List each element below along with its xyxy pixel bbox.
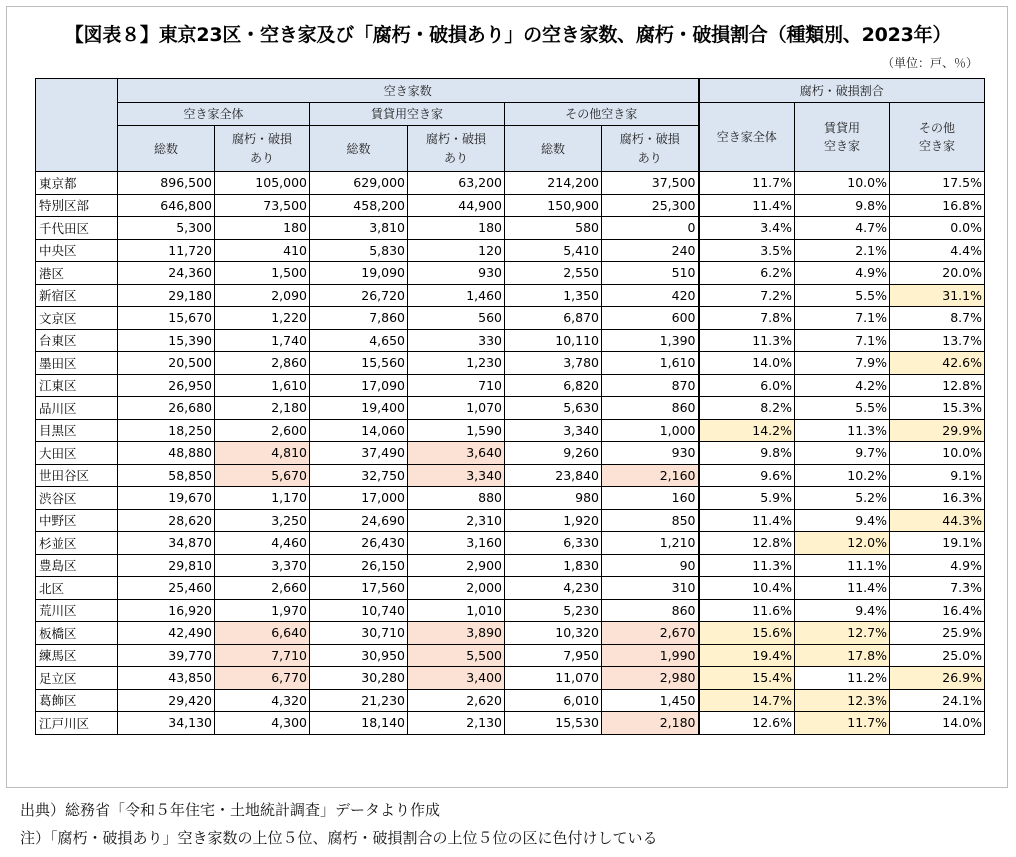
table-cell: 11,720: [118, 239, 215, 262]
table-cell: 16,920: [118, 599, 215, 622]
table-row: [36, 644, 985, 667]
table-cell: 12.6%: [699, 712, 795, 735]
table-cell: 16.4%: [890, 599, 985, 622]
table-cell: 8.2%: [699, 397, 795, 420]
table-cell: 11.6%: [699, 599, 795, 622]
table-cell: 214,200: [505, 172, 602, 195]
table-row: [36, 307, 985, 330]
table-cell: 1,590: [408, 419, 505, 442]
table-cell: 10,320: [505, 622, 602, 645]
table-cell: 5.5%: [795, 284, 890, 307]
row-label: 文京区: [36, 307, 118, 330]
table-row: [36, 329, 985, 352]
table-cell: 58,850: [118, 464, 215, 487]
table-cell: 25,300: [602, 194, 699, 217]
table-cell: 10,110: [505, 329, 602, 352]
row-label: 豊島区: [36, 554, 118, 577]
source-note: 出典）総務省「令和５年住宅・土地統計調査」データより作成: [20, 801, 441, 819]
table-row: [36, 599, 985, 622]
table-row: [36, 464, 985, 487]
table-cell: 1,210: [602, 532, 699, 555]
table-cell: 4.9%: [890, 554, 985, 577]
corner-cell: [36, 79, 118, 172]
table-cell: 10.4%: [699, 577, 795, 600]
table-cell: 1,500: [215, 262, 310, 285]
table-cell: 90: [602, 554, 699, 577]
table-cell: 3,340: [505, 419, 602, 442]
row-label: 台東区: [36, 329, 118, 352]
table-cell: 26,950: [118, 374, 215, 397]
row-label: 中野区: [36, 509, 118, 532]
table-cell: 19,670: [118, 487, 215, 510]
table-cell: 14.2%: [699, 419, 795, 442]
row-label: 江戸川区: [36, 712, 118, 735]
table-cell: 12.8%: [699, 532, 795, 555]
row-label: 千代田区: [36, 217, 118, 240]
table-cell: 34,870: [118, 532, 215, 555]
table-cell: 24,690: [310, 509, 408, 532]
row-label: 足立区: [36, 667, 118, 690]
table-cell: 7.1%: [795, 329, 890, 352]
table-cell: 1,220: [215, 307, 310, 330]
table-cell: 646,800: [118, 194, 215, 217]
table-row: [36, 352, 985, 375]
header-total-2: 総数: [310, 126, 408, 172]
table-cell: 2,090: [215, 284, 310, 307]
table-cell: 18,250: [118, 419, 215, 442]
table-cell: 24,360: [118, 262, 215, 285]
table-cell: 3,340: [408, 464, 505, 487]
table-cell: 42.6%: [890, 352, 985, 375]
table-row: [36, 487, 985, 510]
table-cell: 2,620: [408, 689, 505, 712]
table-cell: 3,400: [408, 667, 505, 690]
table-cell: 6,640: [215, 622, 310, 645]
table-cell: 24.1%: [890, 689, 985, 712]
table-cell: 11.2%: [795, 667, 890, 690]
table-cell: 3,160: [408, 532, 505, 555]
table-cell: 420: [602, 284, 699, 307]
table-cell: 13.7%: [890, 329, 985, 352]
table-cell: 5,230: [505, 599, 602, 622]
table-cell: 1,610: [215, 374, 310, 397]
table-cell: 4.4%: [890, 239, 985, 262]
table-cell: 14.7%: [699, 689, 795, 712]
table-cell: 6,820: [505, 374, 602, 397]
table-cell: 25.0%: [890, 644, 985, 667]
table-cell: 5.9%: [699, 487, 795, 510]
table-cell: 9.1%: [890, 464, 985, 487]
table-cell: 15,670: [118, 307, 215, 330]
table-cell: 3,250: [215, 509, 310, 532]
table-cell: 32,750: [310, 464, 408, 487]
table-cell: 15.4%: [699, 667, 795, 690]
table-cell: 6,330: [505, 532, 602, 555]
table-cell: 9.6%: [699, 464, 795, 487]
table-cell: 11.4%: [795, 577, 890, 600]
table-cell: 3.4%: [699, 217, 795, 240]
table-cell: 180: [215, 217, 310, 240]
row-label: 目黒区: [36, 419, 118, 442]
table-cell: 16.8%: [890, 194, 985, 217]
table-cell: 20,500: [118, 352, 215, 375]
table-cell: 19.4%: [699, 644, 795, 667]
table-cell: 310: [602, 577, 699, 600]
table-cell: 10.0%: [795, 172, 890, 195]
table-cell: 860: [602, 599, 699, 622]
table-cell: 4,320: [215, 689, 310, 712]
table-row: [36, 554, 985, 577]
table-cell: 5,830: [310, 239, 408, 262]
unit-label: （単位：戸、％）: [881, 56, 978, 70]
table-cell: 26,680: [118, 397, 215, 420]
row-label: 葛飾区: [36, 689, 118, 712]
data-table: [35, 78, 985, 735]
header-damaged-2: 腐朽・破損 あり: [408, 126, 505, 172]
table-cell: 11.7%: [699, 172, 795, 195]
table-cell: 26,720: [310, 284, 408, 307]
table-cell: 17,000: [310, 487, 408, 510]
table-cell: 0: [602, 217, 699, 240]
table-cell: 19,090: [310, 262, 408, 285]
table-cell: 1,920: [505, 509, 602, 532]
row-label: 墨田区: [36, 352, 118, 375]
table-cell: 15.6%: [699, 622, 795, 645]
row-label: 大田区: [36, 442, 118, 465]
table-cell: 14,060: [310, 419, 408, 442]
table-cell: 2,000: [408, 577, 505, 600]
table-cell: 9.8%: [795, 194, 890, 217]
table-cell: 930: [602, 442, 699, 465]
table-cell: 7.3%: [890, 577, 985, 600]
table-cell: 17,560: [310, 577, 408, 600]
row-label: 北区: [36, 577, 118, 600]
table-row: [36, 622, 985, 645]
table-cell: 2,310: [408, 509, 505, 532]
row-label: 荒川区: [36, 599, 118, 622]
table-cell: 1,350: [505, 284, 602, 307]
table-cell: 39,770: [118, 644, 215, 667]
table-cell: 330: [408, 329, 505, 352]
table-cell: 26,430: [310, 532, 408, 555]
table-cell: 2,660: [215, 577, 310, 600]
table-cell: 870: [602, 374, 699, 397]
table-cell: 180: [408, 217, 505, 240]
table-row: [36, 442, 985, 465]
table-cell: 930: [408, 262, 505, 285]
table-cell: 5,670: [215, 464, 310, 487]
table-cell: 6,770: [215, 667, 310, 690]
table-cell: 1,450: [602, 689, 699, 712]
table-cell: 9.8%: [699, 442, 795, 465]
row-label: 江東区: [36, 374, 118, 397]
table-cell: 5,300: [118, 217, 215, 240]
table-cell: 29,180: [118, 284, 215, 307]
table-cell: 18,140: [310, 712, 408, 735]
table-cell: 4,650: [310, 329, 408, 352]
table-cell: 26,150: [310, 554, 408, 577]
row-label: 世田谷区: [36, 464, 118, 487]
table-cell: 19.1%: [890, 532, 985, 555]
table-cell: 29.9%: [890, 419, 985, 442]
table-cell: 8.7%: [890, 307, 985, 330]
table-cell: 1,610: [602, 352, 699, 375]
table-cell: 10.0%: [890, 442, 985, 465]
row-label: 渋谷区: [36, 487, 118, 510]
table-row: [36, 577, 985, 600]
table-cell: 30,280: [310, 667, 408, 690]
table-row: [36, 284, 985, 307]
table-cell: 580: [505, 217, 602, 240]
row-label: 練馬区: [36, 644, 118, 667]
table-cell: 12.8%: [890, 374, 985, 397]
table-cell: 1,460: [408, 284, 505, 307]
table-cell: 629,000: [310, 172, 408, 195]
table-row: [36, 374, 985, 397]
table-cell: 2,550: [505, 262, 602, 285]
table-cell: 29,420: [118, 689, 215, 712]
table-cell: 4.7%: [795, 217, 890, 240]
table-cell: 4,300: [215, 712, 310, 735]
table-cell: 1,740: [215, 329, 310, 352]
table-cell: 43,850: [118, 667, 215, 690]
table-cell: 10,740: [310, 599, 408, 622]
table-cell: 26.9%: [890, 667, 985, 690]
table-row: [36, 667, 985, 690]
table-cell: 2,980: [602, 667, 699, 690]
table-cell: 2,860: [215, 352, 310, 375]
table-cell: 15,530: [505, 712, 602, 735]
row-label: 特別区部: [36, 194, 118, 217]
table-cell: 15,560: [310, 352, 408, 375]
table-cell: 48,880: [118, 442, 215, 465]
color-note: 注）「腐朽・破損あり」空き家数の上位５位、腐朽・破損割合の上位５位の区に色付けしている: [20, 829, 658, 847]
row-label: 品川区: [36, 397, 118, 420]
header-ratio-other: その他 空き家: [890, 102, 985, 172]
table-row: [36, 397, 985, 420]
table-cell: 3,890: [408, 622, 505, 645]
table-cell: 15.3%: [890, 397, 985, 420]
table-cell: 1,170: [215, 487, 310, 510]
table-cell: 4.2%: [795, 374, 890, 397]
table-cell: 710: [408, 374, 505, 397]
table-cell: 600: [602, 307, 699, 330]
table-cell: 12.7%: [795, 622, 890, 645]
table-cell: 9.7%: [795, 442, 890, 465]
table-cell: 150,900: [505, 194, 602, 217]
table-cell: 6,870: [505, 307, 602, 330]
table-cell: 0.0%: [890, 217, 985, 240]
table-row: [36, 262, 985, 285]
header-sub-rental: 賃貸用空き家: [310, 102, 505, 126]
table-cell: 14.0%: [699, 352, 795, 375]
header-group-ratio: 腐朽・破損割合: [699, 79, 985, 103]
table-cell: 10.2%: [795, 464, 890, 487]
table-cell: 2.1%: [795, 239, 890, 262]
table-cell: 7,950: [505, 644, 602, 667]
table-cell: 1,070: [408, 397, 505, 420]
row-label: 中央区: [36, 239, 118, 262]
table-cell: 17.8%: [795, 644, 890, 667]
table-row: [36, 217, 985, 240]
row-label: 板橋区: [36, 622, 118, 645]
table-cell: 4.9%: [795, 262, 890, 285]
table-cell: 23,840: [505, 464, 602, 487]
table-cell: 9.4%: [795, 509, 890, 532]
table-cell: 6.0%: [699, 374, 795, 397]
table-cell: 17,090: [310, 374, 408, 397]
table-cell: 11,070: [505, 667, 602, 690]
table-cell: 120: [408, 239, 505, 262]
table-cell: 3,640: [408, 442, 505, 465]
table-cell: 30,710: [310, 622, 408, 645]
table-cell: 980: [505, 487, 602, 510]
table-cell: 560: [408, 307, 505, 330]
table-cell: 7.2%: [699, 284, 795, 307]
table-cell: 850: [602, 509, 699, 532]
table-cell: 2,670: [602, 622, 699, 645]
table-cell: 4,230: [505, 577, 602, 600]
table-cell: 4,460: [215, 532, 310, 555]
table-row: [36, 172, 985, 195]
table-cell: 1,970: [215, 599, 310, 622]
table-row: [36, 419, 985, 442]
table-cell: 25,460: [118, 577, 215, 600]
table-cell: 458,200: [310, 194, 408, 217]
table-body: [36, 172, 985, 735]
table-row: [36, 532, 985, 555]
table-cell: 1,390: [602, 329, 699, 352]
table-cell: 2,180: [602, 712, 699, 735]
table-cell: 25.9%: [890, 622, 985, 645]
table-cell: 160: [602, 487, 699, 510]
table-cell: 510: [602, 262, 699, 285]
table-cell: 5,500: [408, 644, 505, 667]
notes: [20, 796, 658, 852]
table-cell: 37,500: [602, 172, 699, 195]
table-cell: 1,230: [408, 352, 505, 375]
table-cell: 7.1%: [795, 307, 890, 330]
table-cell: 880: [408, 487, 505, 510]
header-ratio-total: 空き家全体: [699, 102, 795, 172]
table-cell: 11.3%: [795, 419, 890, 442]
table-cell: 3,370: [215, 554, 310, 577]
table-cell: 3,780: [505, 352, 602, 375]
table-cell: 2,160: [602, 464, 699, 487]
table-cell: 16.3%: [890, 487, 985, 510]
table-cell: 7.9%: [795, 352, 890, 375]
table-cell: 63,200: [408, 172, 505, 195]
table-cell: 21,230: [310, 689, 408, 712]
table-row: [36, 509, 985, 532]
header-sub-total: 空き家全体: [118, 102, 310, 126]
table-cell: 4,810: [215, 442, 310, 465]
table-cell: 240: [602, 239, 699, 262]
table-cell: 20.0%: [890, 262, 985, 285]
table-cell: 7,860: [310, 307, 408, 330]
table-cell: 44.3%: [890, 509, 985, 532]
table-cell: 11.7%: [795, 712, 890, 735]
table-cell: 11.1%: [795, 554, 890, 577]
table-cell: 105,000: [215, 172, 310, 195]
table-cell: 7,710: [215, 644, 310, 667]
table-cell: 19,400: [310, 397, 408, 420]
table-cell: 12.0%: [795, 532, 890, 555]
header-group-count: 空き家数: [118, 79, 699, 103]
table-cell: 1,990: [602, 644, 699, 667]
table-cell: 5.2%: [795, 487, 890, 510]
table-cell: 12.3%: [795, 689, 890, 712]
table-cell: 73,500: [215, 194, 310, 217]
table-cell: 37,490: [310, 442, 408, 465]
table-cell: 1,010: [408, 599, 505, 622]
table-row: [36, 689, 985, 712]
table-cell: 11.4%: [699, 194, 795, 217]
table-row: [36, 712, 985, 735]
table-row: [36, 239, 985, 262]
table-cell: 9.4%: [795, 599, 890, 622]
table-cell: 5,410: [505, 239, 602, 262]
table-cell: 30,950: [310, 644, 408, 667]
row-label: 新宿区: [36, 284, 118, 307]
table-cell: 2,180: [215, 397, 310, 420]
table-cell: 5,630: [505, 397, 602, 420]
table-cell: 11.3%: [699, 554, 795, 577]
table-cell: 2,600: [215, 419, 310, 442]
table-cell: 6,010: [505, 689, 602, 712]
header-damaged-3: 腐朽・破損 あり: [602, 126, 699, 172]
table-cell: 31.1%: [890, 284, 985, 307]
row-label: 杉並区: [36, 532, 118, 555]
figure-title: 【図表８】東京23区・空き家及び「腐朽・破損あり」の空き家数、腐朽・破損割合（種類別、2023年）: [64, 24, 952, 46]
table-cell: 2,900: [408, 554, 505, 577]
table-cell: 2,130: [408, 712, 505, 735]
table-row: [36, 194, 985, 217]
table-cell: 17.5%: [890, 172, 985, 195]
header-total-1: 総数: [118, 126, 215, 172]
table-cell: 5.5%: [795, 397, 890, 420]
header-sub-other: その他空き家: [505, 102, 699, 126]
table-cell: 29,810: [118, 554, 215, 577]
table-cell: 3.5%: [699, 239, 795, 262]
row-label: 東京都: [36, 172, 118, 195]
table-cell: 11.4%: [699, 509, 795, 532]
table-cell: 11.3%: [699, 329, 795, 352]
table-cell: 9,260: [505, 442, 602, 465]
table-cell: 410: [215, 239, 310, 262]
header-ratio-rental: 賃貸用 空き家: [795, 102, 890, 172]
table-cell: 7.8%: [699, 307, 795, 330]
table-cell: 3,810: [310, 217, 408, 240]
table-cell: 1,000: [602, 419, 699, 442]
table-cell: 6.2%: [699, 262, 795, 285]
table-cell: 42,490: [118, 622, 215, 645]
row-label: 港区: [36, 262, 118, 285]
table-cell: 896,500: [118, 172, 215, 195]
table-cell: 44,900: [408, 194, 505, 217]
table-cell: 15,390: [118, 329, 215, 352]
table-cell: 1,830: [505, 554, 602, 577]
table-cell: 860: [602, 397, 699, 420]
table-cell: 34,130: [118, 712, 215, 735]
header-total-3: 総数: [505, 126, 602, 172]
table-cell: 28,620: [118, 509, 215, 532]
header-damaged-1: 腐朽・破損 あり: [215, 126, 310, 172]
table-cell: 14.0%: [890, 712, 985, 735]
